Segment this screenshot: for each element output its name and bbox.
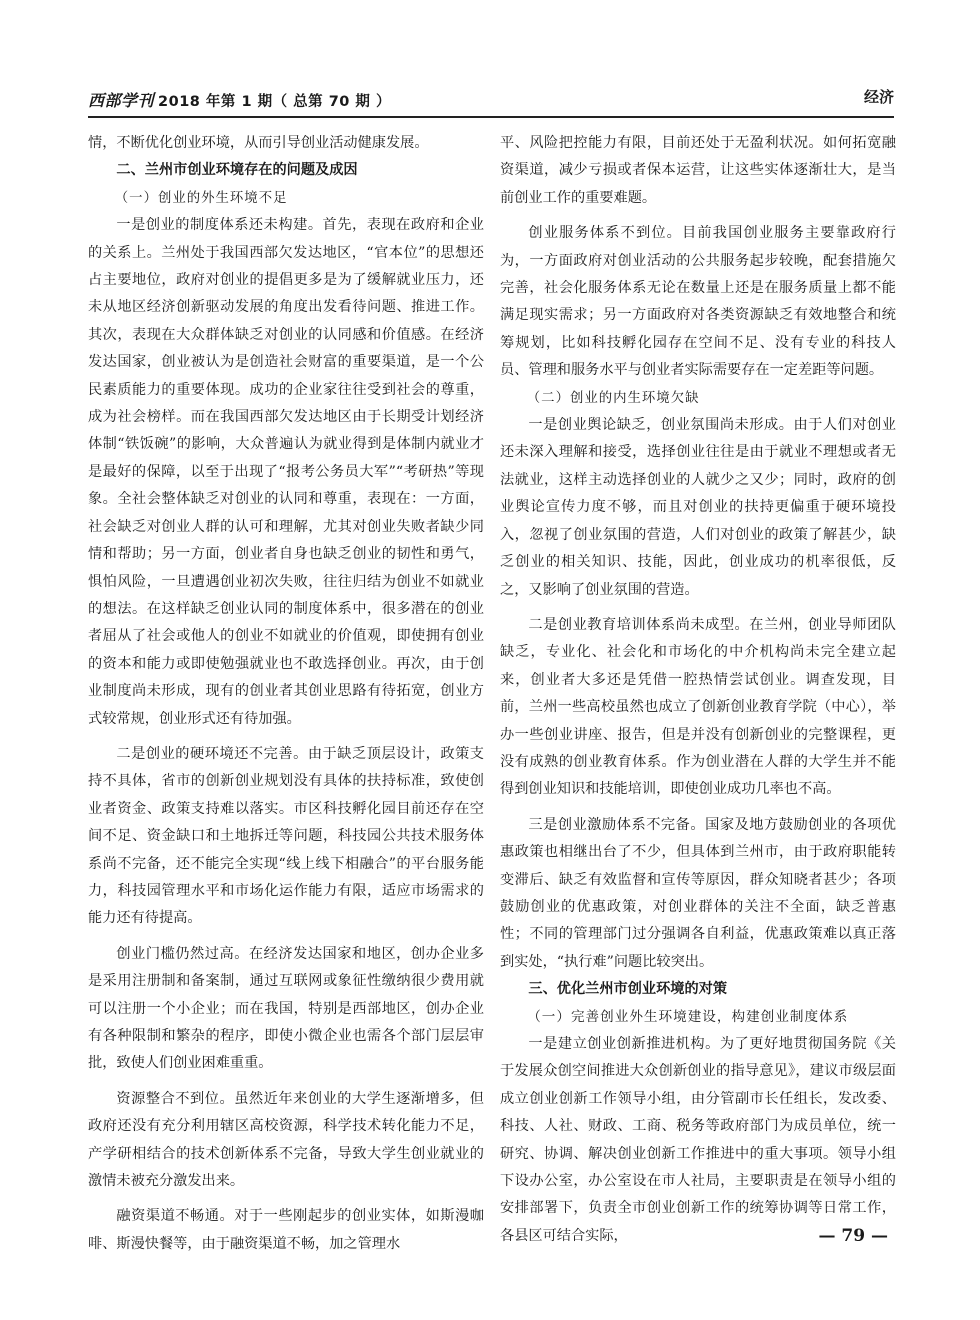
- section-heading: 二、兰州市创业环境存在的问题及成因: [116, 162, 358, 179]
- paragraph: 二是创业的硬环境还不完善。由于缺乏顶层设计，政策支持不具体，省市的创新创业规划没有具体的扶持标准，致使创业者资金、政策支持难以落实。市区科技孵化园目前还存在空间不足、资金缺口和土地拆迁等问题，科技园公共技术服务体系尚不完备，还不能完全实现“线上线下相融合”的平台服务能力，科技园管理水平和市场化运作能力有限，适应市场需求的能力还有待提高。: [88, 745, 484, 927]
- paragraph: 一是建立创业创新推进机构。为了更好地贯彻国务院《关于发展众创空间推进大众创新创业的指导意见》，建议市级层面成立创业创新工作领导小组，由分管副市长任组长，发改委、科技、人社、财政、工商、税务等政府部门为成员单位，统一研究、协调、解决创业创新工作推进中的重大事项。领导小组下设办公室，办公室设在市人社局，主要职责是在领导小组的安排部署下，负责全市创业创新工作的统筹协调等日常工作，各县区可结合实际，: [500, 1036, 896, 1244]
- paragraph: 一是创业的制度体系还未构建。首先，表现在政府和企业的关系上。兰州处于我国西部欠发达地区，“官本位”的思想还占主要地位，政府对创业的提倡更多是为了缓解就业压力，还未从地区经济创新驱动发展的角度出发看待问题、推进工作。其次，表现在大众群体缺乏对创业的认同感和价值感。在经济发达国家，创业被认为是创造社会财富的重要渠道，是一个公民素质能力的重要体现。成功的企业家往往受到社会的尊重，成为社会榜样。而在我国西部欠发达地区由于长期受计划经济体制“铁饭碗”的影响，大众普遍认为就业得到是体制内就业才是最好的保障，以至于出现了“报考公务员大军”“考研热”等现象。全社会整体缺乏对创业的认同和尊重，表现在：一方面，社会缺乏对创业人群的认可和理解，尤其对创业失败者缺少同情和帮助；另一方面，创业者自身也缺乏创业的韧性和勇气，惧怕风险，一旦遭遇创业初次失败，往往归结为创业不如就业的想法。在这样缺乏创业认同的制度体系中，很多潜在的创业者屈从了社会或他人的创业不如就业的价值观，即使拥有创业的资本和能力或即使勉强就业也不敢选择创业。再次，由于创业制度尚未形成，现有的创业者其创业思路有待拓宽，创业方式较常规，创业形式还有待加强。: [88, 217, 484, 727]
- right-column: [500, 130, 896, 1250]
- paragraph: 一是创业舆论缺乏，创业氛围尚未形成。由于人们对创业还未深入理解和接受，选择创业往往是由于就业不理想或者无法就业，这样主动选择创业的人就少之又少；同时，政府的创业舆论宣传力度不够，而且对创业的扶持更偏重于硬环境投入，忽视了创业氛围的营造，人们对创业的政策了解甚少，缺乏创业的相关知识、技能，因此，创业成功的机率很低，反之，又影响了创业氛围的营造。: [500, 417, 896, 598]
- subsection-heading: （一）完善创业外生环境建设，构建创业制度体系: [527, 1008, 849, 1025]
- journal-issue: [88, 88, 391, 111]
- running-header: [88, 86, 894, 118]
- paragraph: 三是创业激励体系不完备。国家及地方鼓励创业的各项优惠政策也相继出台了不少，但具体到兰州市，由于政府职能转变滞后、缺乏有效监督和宣传等原因，群众知晓者甚少；各项鼓励创业的优惠政策，对创业群体的关注不全面，缺乏普惠性；不同的管理部门过分强调各自利益，优惠政策难以真正落到实处，“执行难”问题比较突出。: [500, 816, 896, 970]
- section-heading: 三、优化兰州市创业环境的对策: [528, 981, 728, 998]
- paragraph: 资源整合不到位。虽然近年来创业的大学生逐渐增多，但政府还没有充分利用辖区高校资源，科学技术转化能力不足，产学研相结合的技术创新体系不完备，导致大学生创业就业的激情未被充分激发出来。: [88, 1090, 484, 1190]
- section-label: 经济: [863, 88, 894, 106]
- paragraph: 创业门槛仍然过高。在经济发达国家和地区，创办企业多是采用注册制和备案制，通过互联网或象征性缴纳很少费用就可以注册一个小企业；而在我国，特别是西部地区，创办企业有各种限制和繁杂的程序，即使小微企业也需各个部门层层审批，致使人们创业困难重重。: [88, 945, 484, 1072]
- subsection-heading: （一）创业的外生环境不足: [114, 190, 288, 206]
- page-number: — 79 —: [818, 1226, 888, 1246]
- paragraph: 融资渠道不畅通。对于一些刚起步的创业实体，如斯漫咖啡、斯漫快餐等，由于融资渠道不畅，加之管理水: [88, 1208, 484, 1252]
- paragraph: 情，不断优化创业环境，从而引导创业活动健康发展。: [88, 135, 429, 151]
- paragraph: 平、风险把控能力有限，目前还处于无盈利状况。如何拓宽融资渠道，减少亏损或者保本运营，让这些实体逐渐壮大，是当前创业工作的重要难题。: [500, 135, 896, 206]
- subsection-heading: （二）创业的内生环境欠缺: [526, 390, 700, 406]
- journal-name: 西部学刊: [88, 91, 155, 110]
- paragraph: 二是创业教育培训体系尚未成型。在兰州，创业导师团队缺乏，专业化、社会化和市场化的中介机构尚未完全建立起来，创业者大多还是凭借一腔热情尝试创业。调查发现，目前，兰州一些高校虽然也成立了创新创业教育学院（中心），举办一些创业讲座、报告，但是并没有创新创业的完整课程，更没有成熟的创业教育体系。作为创业潜在人群的大学生并不能得到创业知识和技能培训，即使创业成功几率也不高。: [500, 616, 896, 798]
- issue-label: 2018 年第 1 期（ 总第 70 期 ）: [158, 94, 391, 110]
- left-column: [88, 130, 484, 1258]
- paragraph: 创业服务体系不到位。目前我国创业服务主要靠政府行为，一方面政府对创业活动的公共服务起步较晚，配套措施欠完善，社会化服务体系无论在数量上还是在服务质量上都不能满足现实需求；另一方面政府对各类资源缺乏有效地整合和统筹规划，比如科技孵化园存在空间不足、没有专业的科技人员、管理和服务水平与创业者实际需要存在一定差距等问题。: [500, 225, 896, 379]
